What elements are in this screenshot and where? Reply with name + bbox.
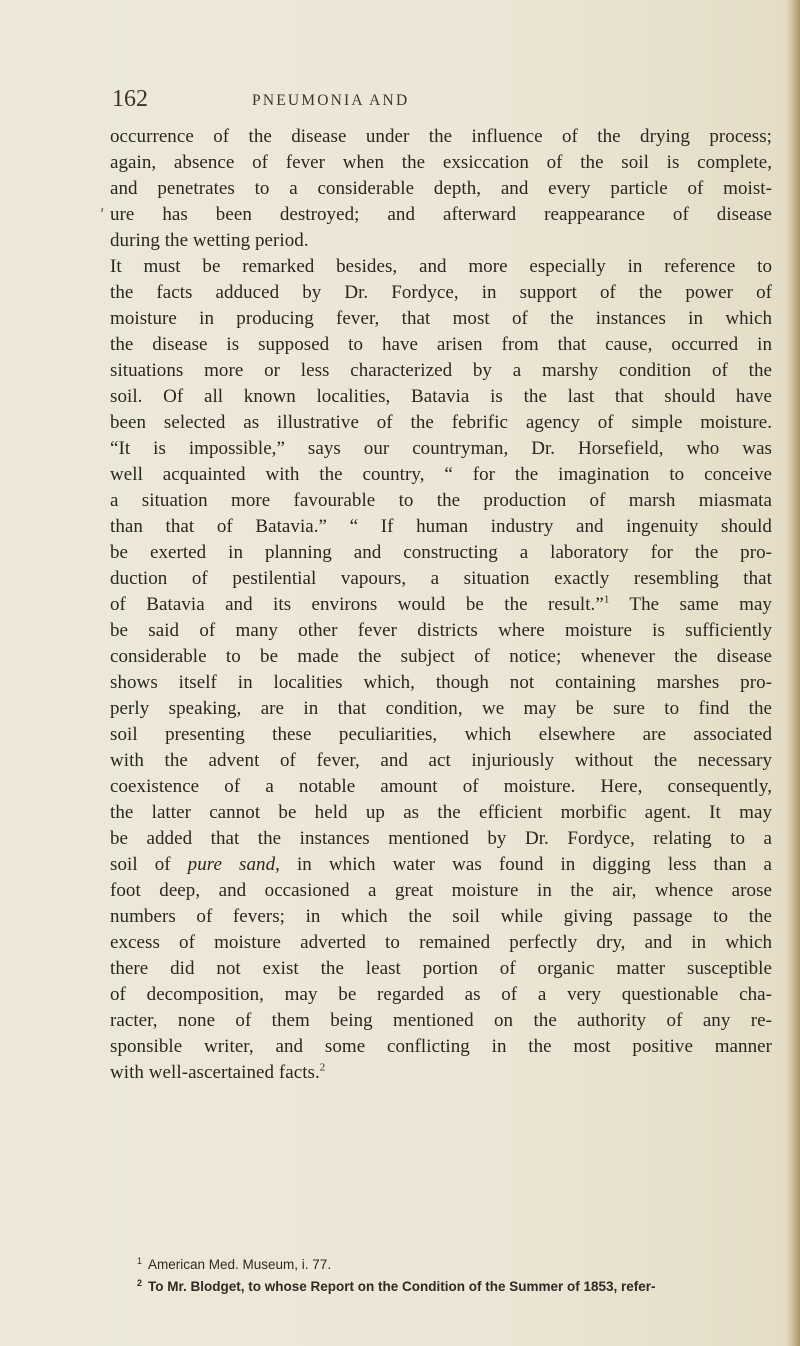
footnote-marker: 2 xyxy=(136,1278,142,1288)
text-fragment: , in which water was found in digging less than a xyxy=(275,854,772,875)
text-line: coexistence of a notable amount of moisture. Here, consequently, xyxy=(110,776,772,797)
footnote xyxy=(134,1272,774,1294)
text-line: ure has been destroyed; and afterward reappearance of disease xyxy=(110,204,772,225)
footnote-marker: 1 xyxy=(136,1256,142,1266)
text-line: during the wetting period. xyxy=(110,230,309,251)
text-line: and penetrates to a considerable depth, and every particle of moist- xyxy=(110,178,772,199)
text-line: situations more or less characterized by a marshy condition of the xyxy=(110,360,772,381)
text-line: of decomposition, may be regarded as of a very questionable cha- xyxy=(110,984,772,1005)
text-line: well acquainted with the country, “ for the imagination to conceive xyxy=(110,464,772,485)
text-line: racter, none of them being mentioned on the authority of any re- xyxy=(110,1010,772,1031)
text-line-with-footnote-ref xyxy=(110,1060,772,1086)
text-line: the facts adduced by Dr. Fordyce, in support of the power of xyxy=(110,282,772,303)
page-header xyxy=(112,86,772,118)
text-line: perly speaking, are in that condition, we may be sure to find the xyxy=(110,698,772,719)
text-line: numbers of fevers; in which the soil while giving passage to the xyxy=(110,906,772,927)
text-line: than that of Batavia.” “ If human industry and ingenuity should xyxy=(110,516,772,537)
text-line: excess of moisture adverted to remained perfectly dry, and in which xyxy=(110,932,772,953)
footnote-ref[interactable]: 2 xyxy=(319,1061,326,1074)
text-line: foot deep, and occasioned a great moisture in the air, whence arose xyxy=(110,880,772,901)
text-line: be said of many other fever districts where moisture is sufficiently xyxy=(110,620,772,641)
margin-mark: ʹ xyxy=(100,206,105,225)
text-line: sponsible writer, and some conflicting in the most positive manner xyxy=(110,1036,772,1057)
footnote-text: To Mr. Blodget, to whose Report on the Condition of the Summer of 1853, refer- xyxy=(148,1279,656,1294)
text-line: a situation more favourable to the production of marsh miasmata xyxy=(110,490,772,511)
text-line: moisture in producing fever, that most of the instances in which xyxy=(110,308,772,329)
text-line: duction of pestilential vapours, a situation exactly resembling that xyxy=(110,568,772,589)
text-line: again, absence of fever when the exsiccation of the soil is complete, xyxy=(110,152,772,173)
text-fragment: of Batavia and its environs would be the result.” xyxy=(110,594,604,615)
text-line: be added that the instances mentioned by Dr. Fordyce, relating to a xyxy=(110,828,772,849)
text-line: soil presenting these peculiarities, which elsewhere are associated xyxy=(110,724,772,745)
text-fragment: soil of xyxy=(110,854,171,875)
text-line: It must be remarked besides, and more especially in reference to xyxy=(110,256,772,277)
page-number: 162 xyxy=(112,86,148,112)
text-line: with the advent of fever, and act injuriously without the necessary xyxy=(110,750,772,771)
running-head: PNEUMONIA AND xyxy=(252,92,410,109)
text-fragment: The same may xyxy=(609,594,772,615)
footnote xyxy=(134,1250,774,1272)
text-line: shows itself in localities which, though not containing marshes pro- xyxy=(110,672,772,693)
page-edge-shadow xyxy=(786,0,800,1346)
footnote-ref[interactable]: 1 xyxy=(603,593,610,606)
text-line: occurrence of the disease under the influence of the drying process; xyxy=(110,126,772,147)
italic-phrase: pure sand xyxy=(187,854,276,875)
text-fragment: with well-ascertained facts. xyxy=(110,1062,320,1083)
footnotes xyxy=(134,1250,774,1294)
text-line: been selected as illustrative of the febrific agency of simple moisture. xyxy=(110,412,772,433)
text-line: “It is impossible,” says our countryman, Dr. Horsefield, who was xyxy=(110,438,772,459)
text-line: considerable to be made the subject of notice; whenever the disease xyxy=(110,646,772,667)
text-line: there did not exist the least portion of organic matter susceptible xyxy=(110,958,772,979)
text-line-with-italic xyxy=(110,852,772,878)
body-text xyxy=(110,124,772,1086)
text-line-with-footnote-ref xyxy=(110,592,772,618)
text-line: the latter cannot be held up as the efficient morbific agent. It may xyxy=(110,802,772,823)
text-line: be exerted in planning and constructing a laboratory for the pro- xyxy=(110,542,772,563)
text-line: soil. Of all known localities, Batavia is the last that should have xyxy=(110,386,772,407)
text-line: the disease is supposed to have arisen from that cause, occurred in xyxy=(110,334,772,355)
footnote-text: American Med. Museum, i. 77. xyxy=(148,1257,332,1272)
